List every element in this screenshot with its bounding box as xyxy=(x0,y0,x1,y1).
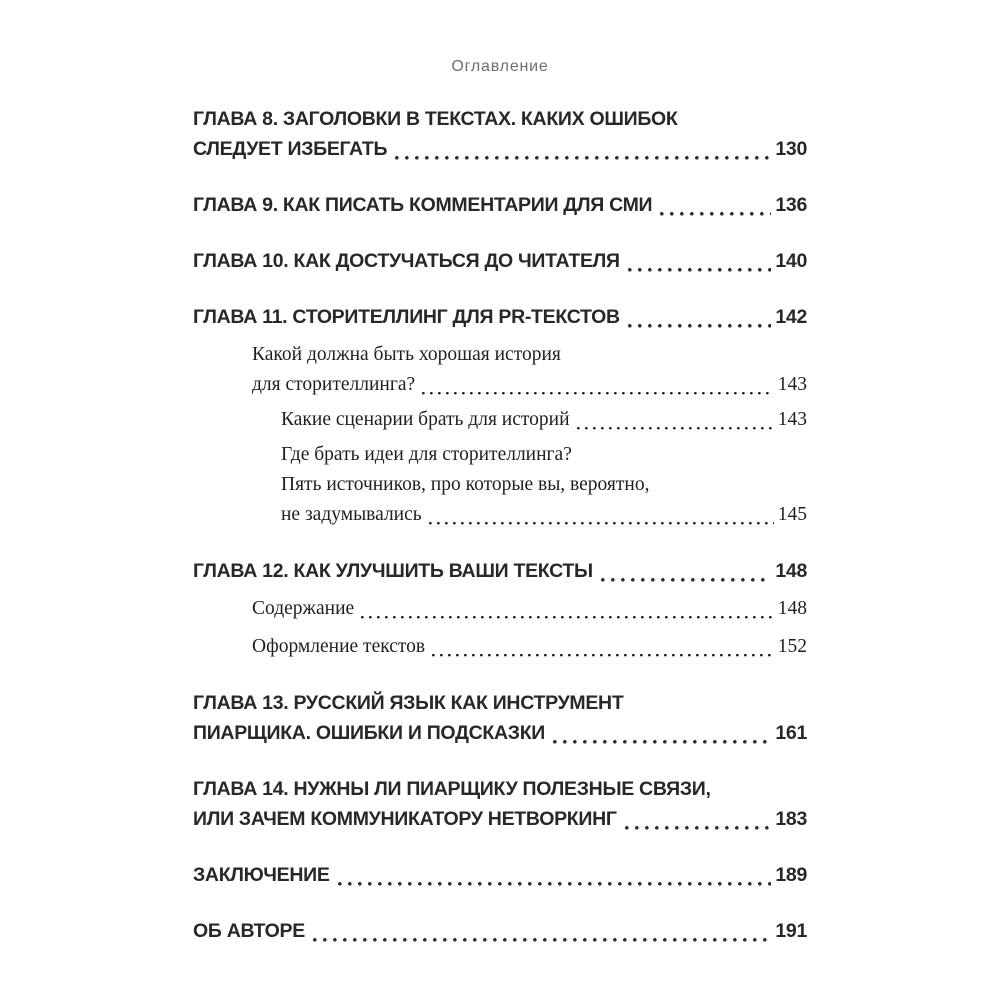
dot-leader xyxy=(432,649,774,657)
toc-entry-lastline xyxy=(193,302,807,332)
toc-entry-lastline xyxy=(193,190,807,220)
toc-entry-title: ЗАКЛЮЧЕНИЕ xyxy=(193,864,330,886)
page-number: 148 xyxy=(777,598,807,619)
toc-entry-title: для сторителлинга? xyxy=(252,374,416,395)
toc-entry xyxy=(193,632,807,662)
toc-entry xyxy=(193,916,807,946)
toc-entry-title: ГЛАВА 10. КАК ДОСТУЧАТЬСЯ ДО ЧИТАТЕЛЯ xyxy=(193,250,620,272)
toc-entry xyxy=(193,405,807,435)
dot-leader xyxy=(429,517,774,525)
toc-entry xyxy=(193,104,807,164)
dot-leader xyxy=(628,264,772,272)
toc-entry-lastline xyxy=(193,134,807,164)
toc-entry-line: Какой должна быть хорошая история xyxy=(252,344,561,365)
toc-entry-lastline xyxy=(252,632,807,662)
toc-entry-title: ГЛАВА 9. КАК ПИСАТЬ КОММЕНТАРИИ ДЛЯ СМИ xyxy=(193,194,653,216)
toc-entry-lastline xyxy=(193,916,807,946)
toc-entry-lastline xyxy=(252,370,807,400)
toc-entry-lastline xyxy=(252,594,807,624)
toc-entry-line: Пять источников, про которые вы, вероятно, xyxy=(281,474,650,495)
page-number: 183 xyxy=(775,808,807,830)
toc-entry xyxy=(193,556,807,586)
dot-leader xyxy=(553,736,771,744)
dot-leader xyxy=(577,422,774,430)
toc-entry xyxy=(193,302,807,332)
page-number: 142 xyxy=(775,306,807,328)
page-number: 143 xyxy=(777,374,807,395)
page-number: 148 xyxy=(775,560,807,582)
toc-entry-line: ГЛАВА 14. НУЖНЫ ЛИ ПИАРЩИКУ ПОЛЕЗНЫЕ СВЯЗИ, xyxy=(193,778,711,800)
toc-entry-lastline xyxy=(193,860,807,890)
toc-entry-line: ГЛАВА 13. РУССКИЙ ЯЗЫК КАК ИНСТРУМЕНТ xyxy=(193,692,624,714)
page-number: 161 xyxy=(775,722,807,744)
toc-entry xyxy=(193,440,807,530)
toc-entry-title: Оформление текстов xyxy=(252,636,426,657)
dot-leader xyxy=(338,878,772,886)
page-number: 145 xyxy=(777,504,807,525)
toc-entry-lastline xyxy=(281,405,807,435)
toc-entry xyxy=(193,774,807,834)
toc-entry-title: ОБ АВТОРЕ xyxy=(193,920,305,942)
toc-entry-lastline xyxy=(193,718,807,748)
dot-leader xyxy=(660,208,771,216)
toc-entry-title: не задумывались xyxy=(281,504,422,525)
toc-entry xyxy=(193,246,807,276)
page-number: 136 xyxy=(775,194,807,216)
toc-entry-line: ГЛАВА 8. ЗАГОЛОВКИ В ТЕКСТАХ. КАКИХ ОШИБОК xyxy=(193,108,678,130)
page-number: 140 xyxy=(775,250,807,272)
dot-leader xyxy=(395,152,771,160)
toc-entry-title: Содержание xyxy=(252,598,355,619)
dot-leader xyxy=(422,387,774,395)
toc-entry-lastline xyxy=(193,246,807,276)
toc-entry-line: Где брать идеи для сторителлинга? xyxy=(281,444,572,465)
toc-entry-title: Какие сценарии брать для историй xyxy=(281,409,570,430)
dot-leader xyxy=(361,611,774,619)
page-title: Оглавление xyxy=(451,58,549,75)
toc-entry xyxy=(193,594,807,624)
page-number: 152 xyxy=(777,636,807,657)
dot-leader xyxy=(313,934,771,942)
toc-entry xyxy=(193,340,807,400)
table-of-contents xyxy=(193,104,807,946)
toc-entry-title: СЛЕДУЕТ ИЗБЕГАТЬ xyxy=(193,138,388,160)
dot-leader xyxy=(625,822,772,830)
toc-entry-lastline xyxy=(281,500,807,530)
toc-entry xyxy=(193,688,807,748)
page-number: 143 xyxy=(777,409,807,430)
page-number: 130 xyxy=(775,138,807,160)
toc-entry-lastline xyxy=(193,556,807,586)
page-number: 189 xyxy=(775,864,807,886)
toc-entry-title: ИЛИ ЗАЧЕМ КОММУНИКАТОРУ НЕТВОРКИНГ xyxy=(193,808,617,830)
toc-entry-title: ГЛАВА 12. КАК УЛУЧШИТЬ ВАШИ ТЕКСТЫ xyxy=(193,560,593,582)
toc-entry-title: ПИАРЩИКА. ОШИБКИ И ПОДСКАЗКИ xyxy=(193,722,546,744)
dot-leader xyxy=(601,574,772,582)
toc-entry xyxy=(193,190,807,220)
toc-entry-lastline xyxy=(193,804,807,834)
page-number: 191 xyxy=(775,920,807,942)
toc-entry xyxy=(193,860,807,890)
toc-entry-title: ГЛАВА 11. СТОРИТЕЛЛИНГ ДЛЯ PR-ТЕКСТОВ xyxy=(193,306,620,328)
dot-leader xyxy=(628,320,772,328)
